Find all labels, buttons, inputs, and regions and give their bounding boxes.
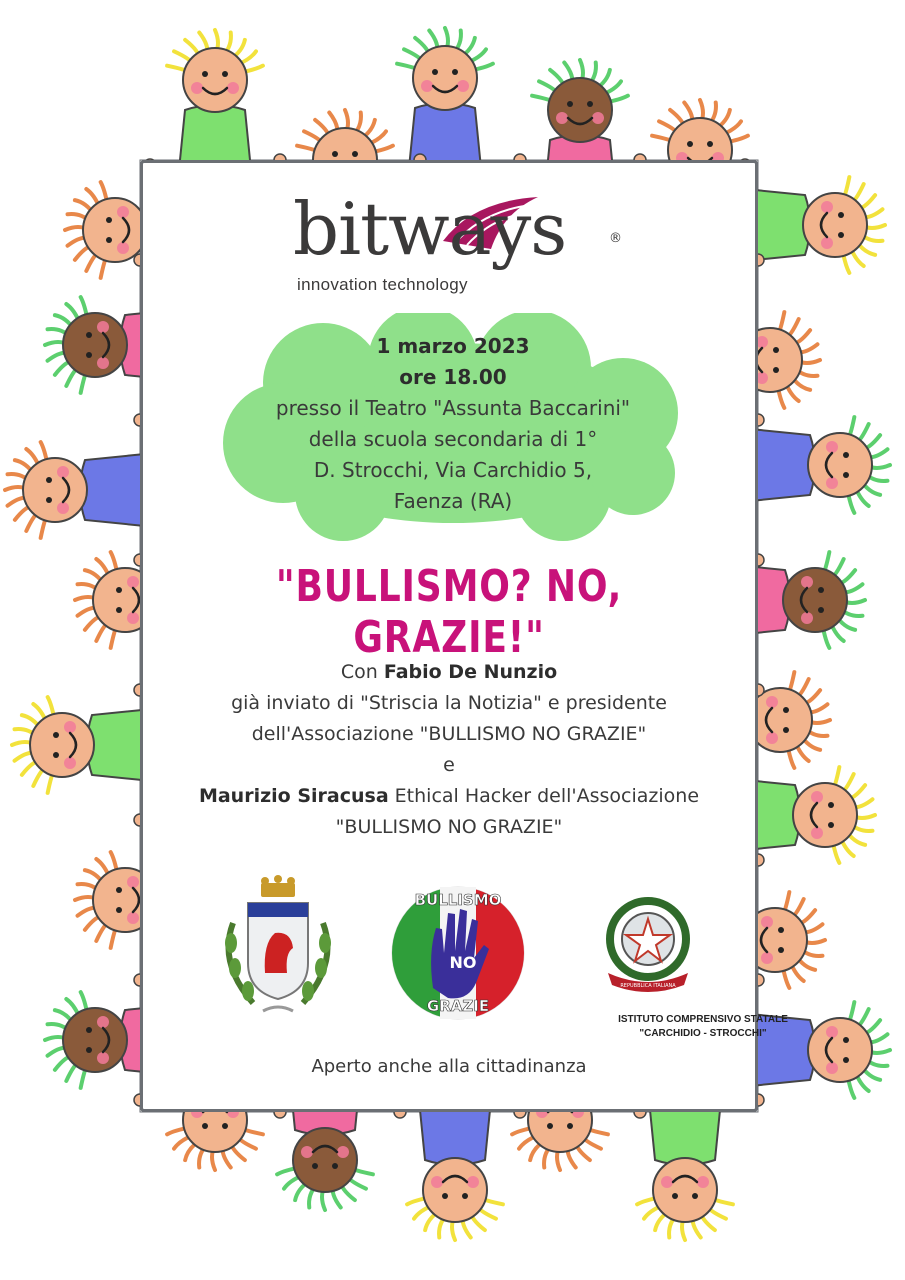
partner-logos <box>213 873 788 1043</box>
event-location-line: presso il Teatro "Assunta Baccarini" <box>275 396 631 420</box>
logo-registered: ® <box>609 231 622 246</box>
bitways-logo <box>293 187 623 303</box>
event-location-line: della scuola secondaria di 1° <box>308 427 598 451</box>
faenza-coat-of-arms-icon <box>213 873 343 1023</box>
speaker1-desc: già inviato di "Striscia la Notizia" e presidente <box>231 692 667 714</box>
poster-panel <box>140 160 788 1112</box>
kid-figure <box>637 1100 733 1240</box>
kid-figure <box>745 177 885 273</box>
bullismo-no-grazie-badge <box>388 883 528 1023</box>
school-name-line: "CARCHIDIO - STROCCHI" <box>639 1028 767 1039</box>
kid-figure <box>5 442 145 538</box>
kid-figure <box>167 30 263 170</box>
event-date: 1 marzo 2023 <box>376 334 530 358</box>
event-time: ore 18.00 <box>399 365 507 389</box>
speakers-intro: Con <box>340 661 378 683</box>
speaker2-name: Maurizio Siracusa <box>198 785 389 807</box>
conjunction: e <box>443 754 455 776</box>
school-name <box>593 1013 813 1041</box>
speakers-text <box>143 657 755 843</box>
badge-top-text: BULLISMO <box>414 891 502 909</box>
kid-figure <box>397 28 493 168</box>
event-details <box>203 331 703 517</box>
italian-republic-emblem-icon <box>598 891 698 1001</box>
speaker1-name: Fabio De Nunzio <box>383 661 558 683</box>
kid-figure <box>750 417 890 513</box>
kid-figure <box>407 1100 503 1240</box>
event-location-line: Faenza (RA) <box>393 489 513 513</box>
emblem-ribbon-text: REPUBBLICA ITALIANA <box>620 983 676 989</box>
speaker2-desc: Ethical Hacker dell'Associazione <box>388 785 700 807</box>
footer-note: Aperto anche alla cittadinanza <box>311 1056 587 1077</box>
badge-bottom-text: GRAZIE <box>426 997 490 1015</box>
school-name-line: ISTITUTO COMPRENSIVO STATALE <box>618 1014 788 1025</box>
badge-middle-text: NO <box>449 953 477 972</box>
speaker1-desc: dell'Associazione "BULLISMO NO GRAZIE" <box>251 723 647 745</box>
headline: "BULLISMO? NO, GRAZIE!" <box>275 561 623 663</box>
event-location-line: D. Strocchi, Via Carchidio 5, <box>313 458 593 482</box>
logo-word: bitways <box>293 187 567 271</box>
logo-tagline: innovation technology <box>297 275 468 294</box>
kid-figure <box>12 697 152 793</box>
speaker2-desc: "BULLISMO NO GRAZIE" <box>335 816 563 838</box>
